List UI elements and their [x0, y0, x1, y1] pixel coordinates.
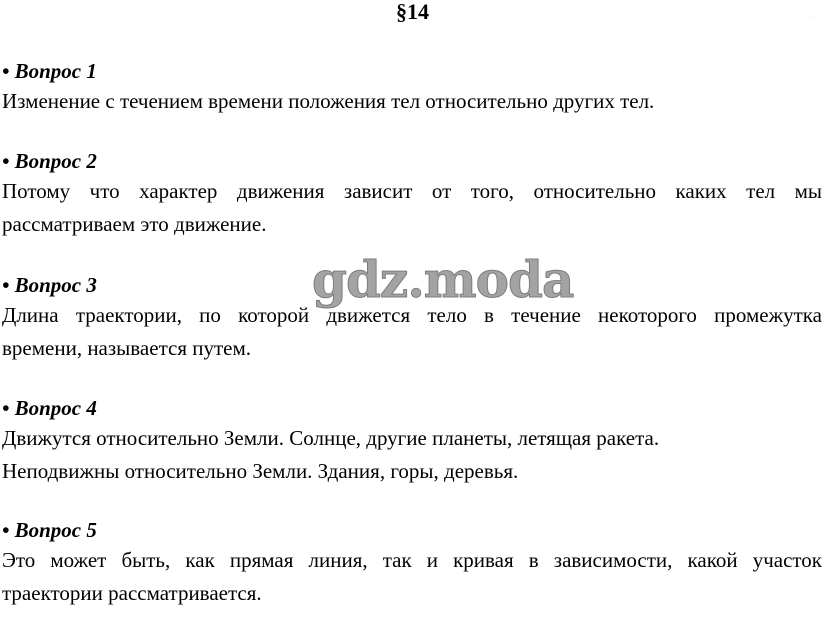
answer-line: траектории рассматривается.	[2, 581, 262, 605]
watermark-logo: gdz.moda	[312, 250, 574, 309]
question-3-heading: • Вопрос 3	[2, 273, 97, 297]
answer-line: Это может быть, как прямая линия, так и кривая в зависимости, какой участок	[2, 548, 822, 572]
question-1-heading: • Вопрос 1	[2, 59, 97, 83]
question-2-heading: • Вопрос 2	[2, 149, 97, 173]
answer-line: Движутся относительно Земли. Солнце, другие планеты, летящая ракета.	[2, 426, 660, 450]
answer-line: Длина траектории, по которой движется тело в течение некоторого промежутка	[2, 303, 822, 327]
answer-line: рассматриваем это движение.	[2, 212, 267, 236]
question-1-answer	[2, 85, 822, 118]
question-5-answer	[2, 544, 822, 610]
question-4-heading: • Вопрос 4	[2, 396, 97, 420]
answer-line: Изменение с течением времени положения тел относительно других тел.	[2, 89, 655, 113]
answer-line: времени, называется путем.	[2, 336, 252, 360]
question-5-heading: • Вопрос 5	[2, 518, 97, 542]
section-title: §14	[396, 0, 429, 24]
question-4-answer	[2, 422, 822, 488]
question-2-answer	[2, 175, 822, 241]
answer-line: Неподвижны относительно Земли. Здания, горы, деревья.	[2, 459, 519, 483]
answer-line: Потому что характер движения зависит от того, относительно каких тел мы	[2, 179, 822, 203]
corner-mark: · ·	[808, 12, 817, 22]
